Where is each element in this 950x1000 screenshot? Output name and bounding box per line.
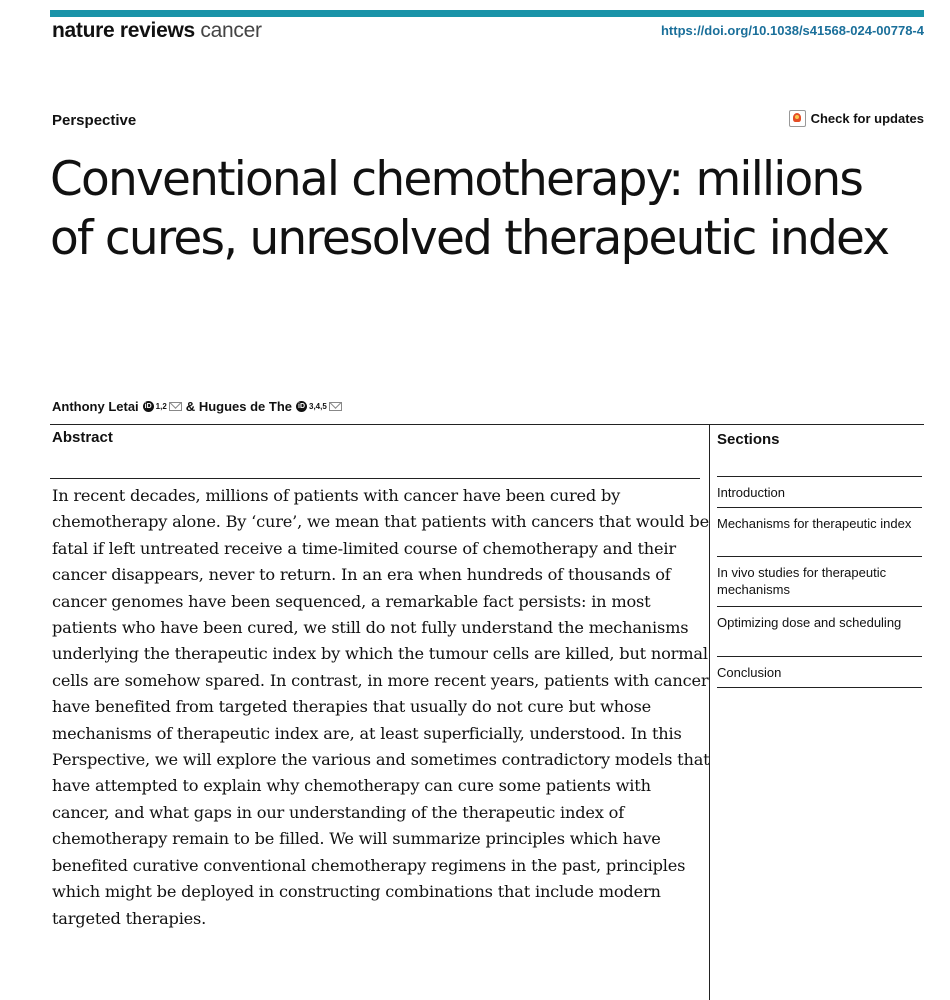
author-name-1[interactable]: Anthony Letai [52, 399, 139, 414]
abstract-text: In recent decades, millions of patients with cancer have been cured by chemotherapy alone. By ‘cure’, we mean that patients with cancers that would be fatal if left untreated receive a time-limited course of chemotherapy and their cancer disappears, never to return. In an era when hundreds of thousands of cancer genomes have been sequenced, a remarkable fact persists: in most patients who have been cured, we still do not fully understand the mechanisms underlying the therapeutic index by which the tumour cells are killed, but normal cells are somehow spared. In contrast, in more recent years, patients with cancer have benefited from targeted therapies that usually do not cure but whose mechanisms of therapeutic index are, at least superficially, understood. In this Perspective, we will explore the various and sometimes contradictory models that have attempted to explain why chemotherapy can cure some patients with cancer, and what gaps in our understanding of the therapeutic index of chemotherapy remain to be filled. We will summarize principles which have benefited curative conventional chemotherapy regimens in the past, principles which might be deployed in constructing combinations that include modern targeted therapies. [52, 486, 710, 928]
section-link-introduction[interactable]: Introduction [717, 477, 922, 508]
orcid-icon[interactable]: iD [144, 403, 152, 410]
journal-logo[interactable] [52, 19, 262, 43]
orcid-icon[interactable]: iD [298, 403, 305, 410]
doi-link[interactable]: https://doi.org/10.1038/s41568-024-00778-4 [660, 23, 924, 38]
email-icon[interactable] [329, 402, 342, 411]
check-for-updates-icon [789, 110, 806, 127]
sections-heading: Sections [717, 431, 922, 477]
journal-name-bold: nature reviews [52, 19, 195, 42]
section-link-mechanisms[interactable]: Mechanisms for therapeutic index [717, 508, 922, 557]
author-name-2[interactable]: Hugues de The [198, 399, 292, 414]
abstract-rule [50, 478, 700, 479]
article-type: Perspective [52, 112, 137, 129]
author-affiliations-2[interactable]: 3,4,5 [309, 402, 327, 411]
journal-name-light: cancer [200, 19, 262, 42]
check-for-updates-button[interactable] [789, 110, 924, 127]
journal-accent-bar [50, 10, 924, 17]
section-link-conclusion[interactable]: Conclusion [717, 657, 922, 688]
email-icon[interactable] [169, 402, 182, 411]
check-for-updates-label: Check for updates [810, 111, 924, 126]
section-link-in-vivo-studies[interactable]: In vivo studies for therapeutic mechanisms [717, 557, 922, 607]
author-list [52, 399, 346, 414]
column-divider [709, 424, 710, 1000]
sections-nav [717, 424, 922, 688]
abstract-heading: Abstract [52, 429, 113, 446]
author-affiliations-1[interactable]: 1,2 [155, 402, 167, 411]
author-separator: & [185, 399, 196, 414]
section-link-optimizing-dose[interactable]: Optimizing dose and scheduling [717, 607, 922, 657]
article-title: Conventional chemotherapy: millions of cures, unresolved therapeutic index [50, 152, 889, 266]
